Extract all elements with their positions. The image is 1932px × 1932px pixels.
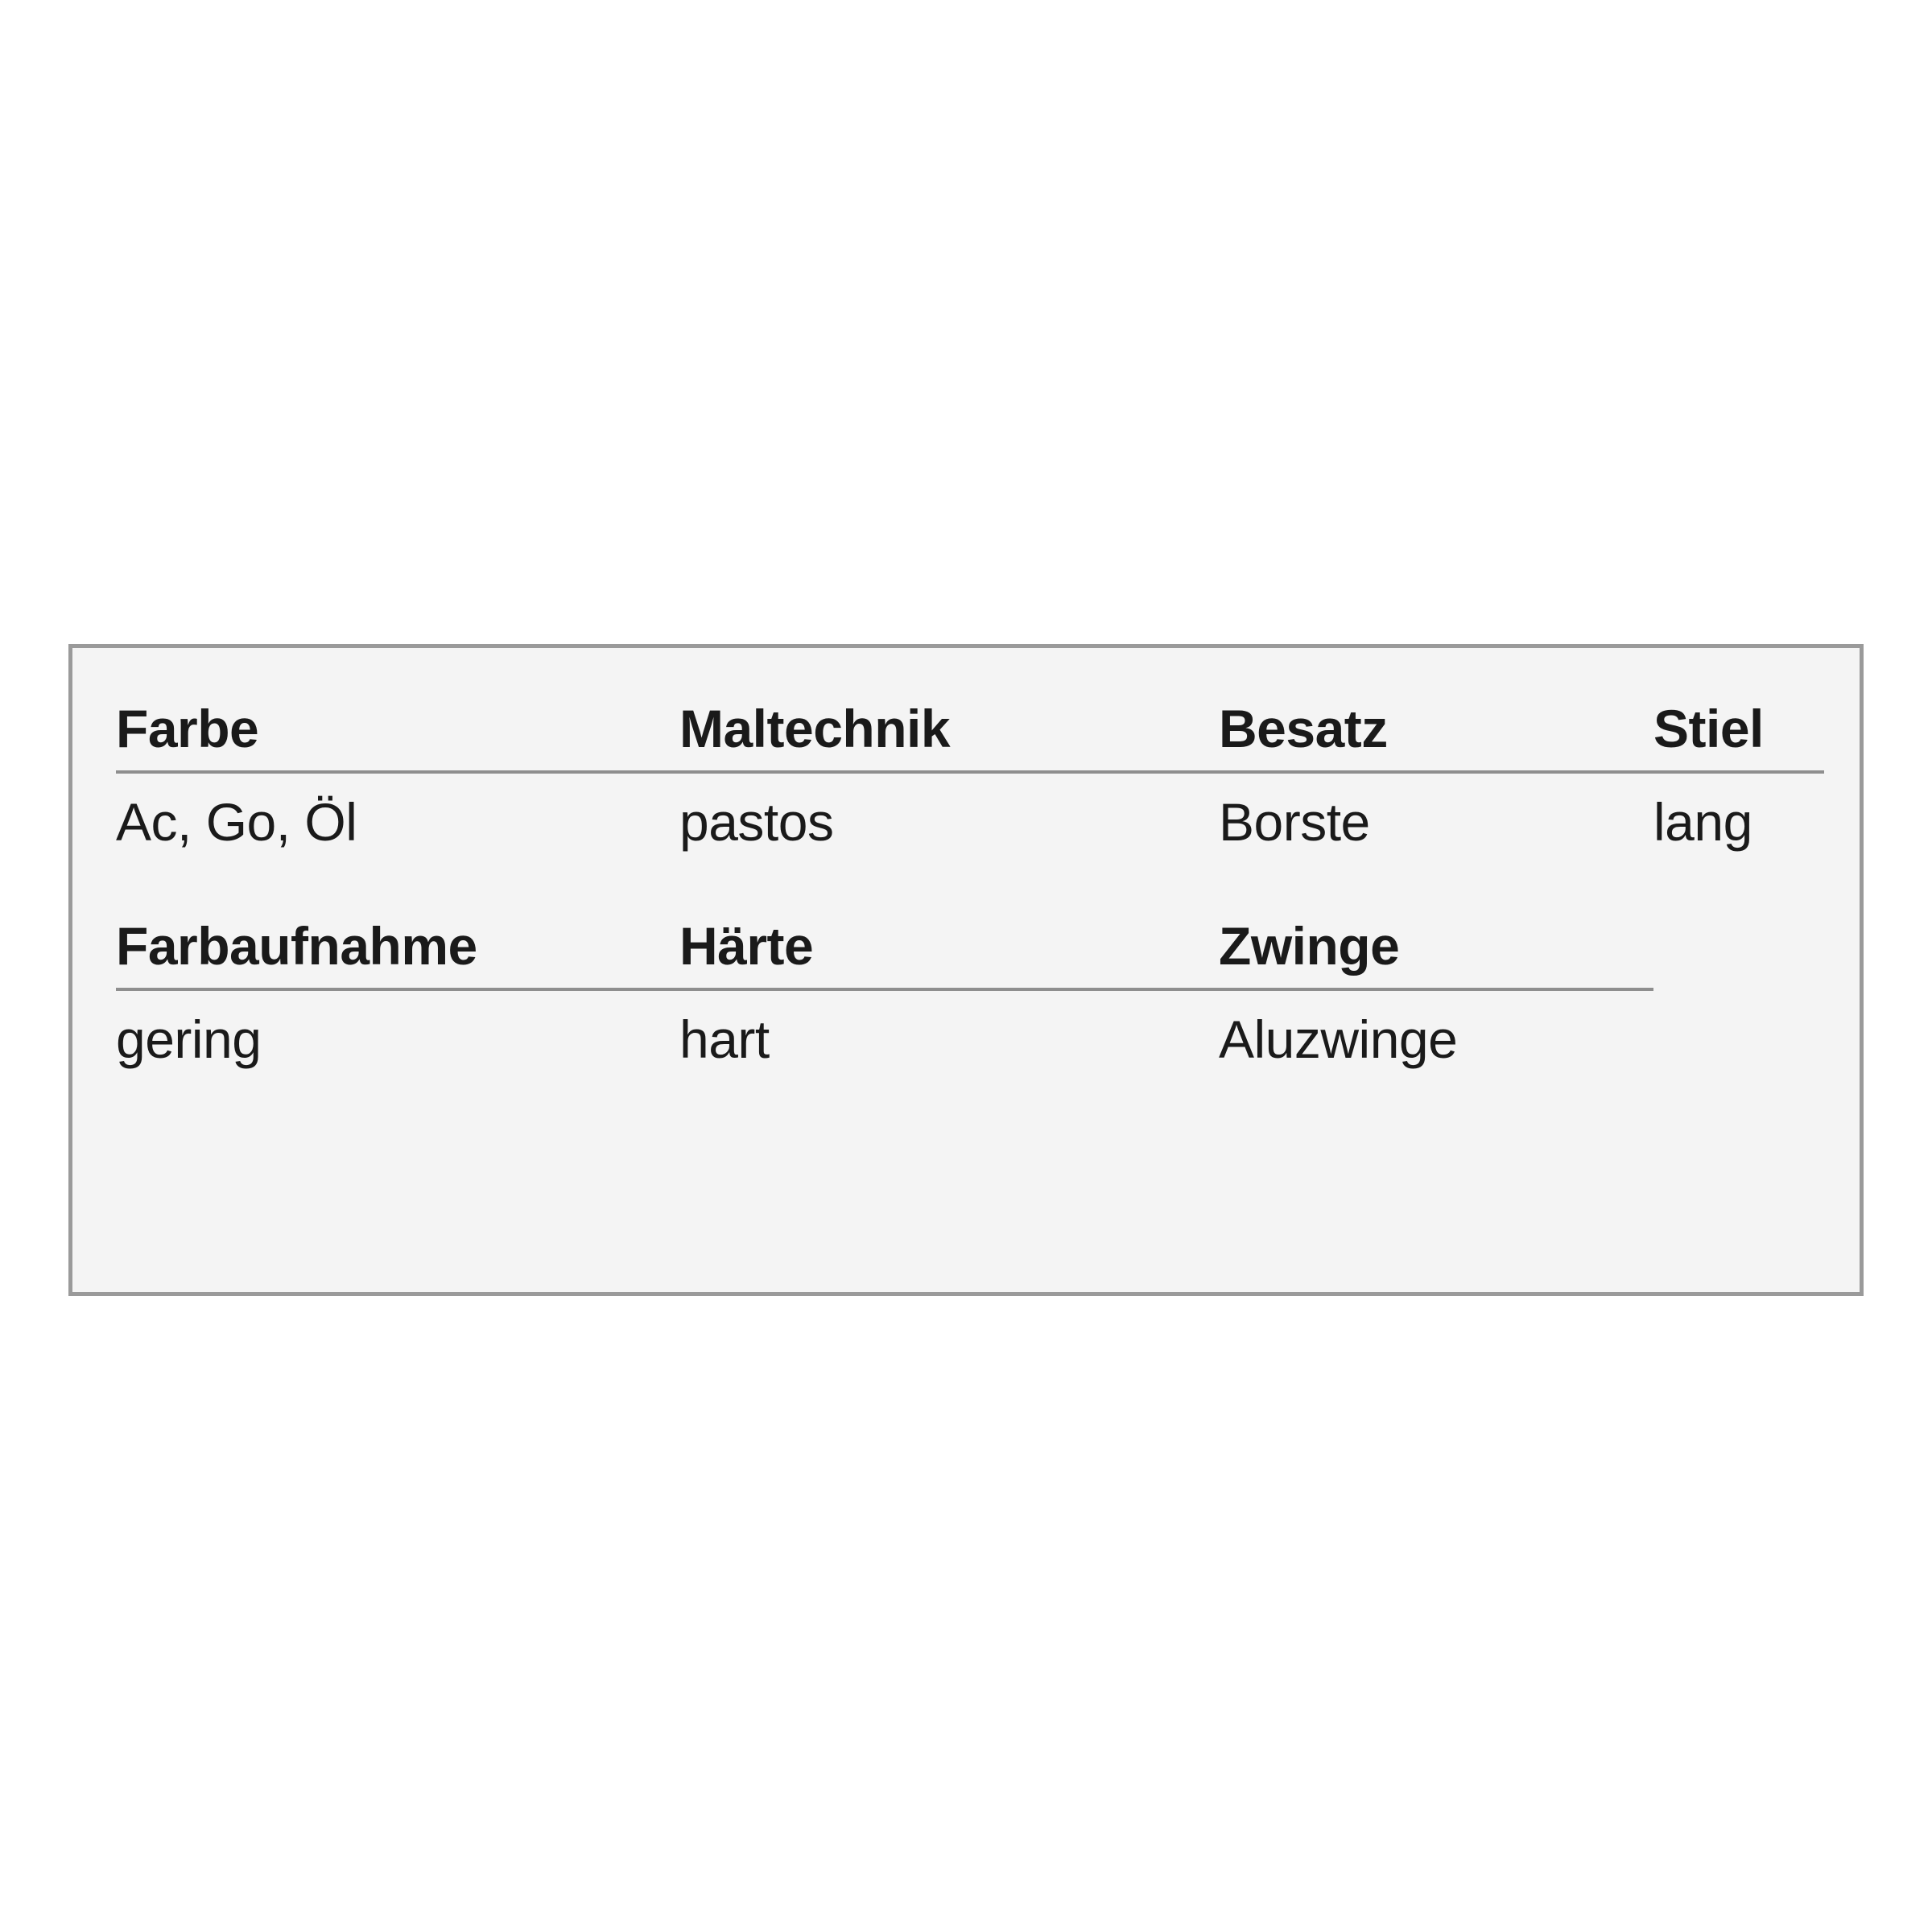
column-header-maltechnik: Maltechnik — [679, 698, 1219, 772]
column-header-farbe: Farbe — [116, 698, 679, 772]
value-empty — [1653, 989, 1824, 1070]
column-header-empty — [1653, 915, 1824, 989]
value-besatz: Borste — [1219, 792, 1370, 852]
column-header-farbaufnahme: Farbaufnahme — [116, 915, 679, 989]
table-block-spacer — [116, 852, 1816, 915]
column-header-stiel: Stiel — [1653, 698, 1824, 772]
value-maltechnik: pastos — [679, 792, 834, 852]
column-header-haerte: Härte — [679, 915, 1219, 989]
specification-content — [116, 698, 1816, 1260]
table-row — [116, 772, 1824, 852]
value-stiel: lang — [1653, 792, 1752, 852]
specification-table-secondary — [116, 915, 1824, 1070]
product-specification-panel — [68, 644, 1864, 1296]
value-haerte: hart — [679, 1009, 770, 1069]
value-farbe: Ac, Go, Öl — [116, 792, 357, 852]
specification-table-primary — [116, 698, 1824, 852]
table-header-row — [116, 915, 1824, 989]
value-zwinge: Aluzwinge — [1219, 1009, 1458, 1069]
column-header-zwinge: Zwinge — [1219, 915, 1653, 989]
table-row — [116, 989, 1824, 1070]
table-header-row — [116, 698, 1824, 772]
value-farbaufnahme: gering — [116, 1009, 262, 1069]
column-header-besatz: Besatz — [1219, 698, 1653, 772]
